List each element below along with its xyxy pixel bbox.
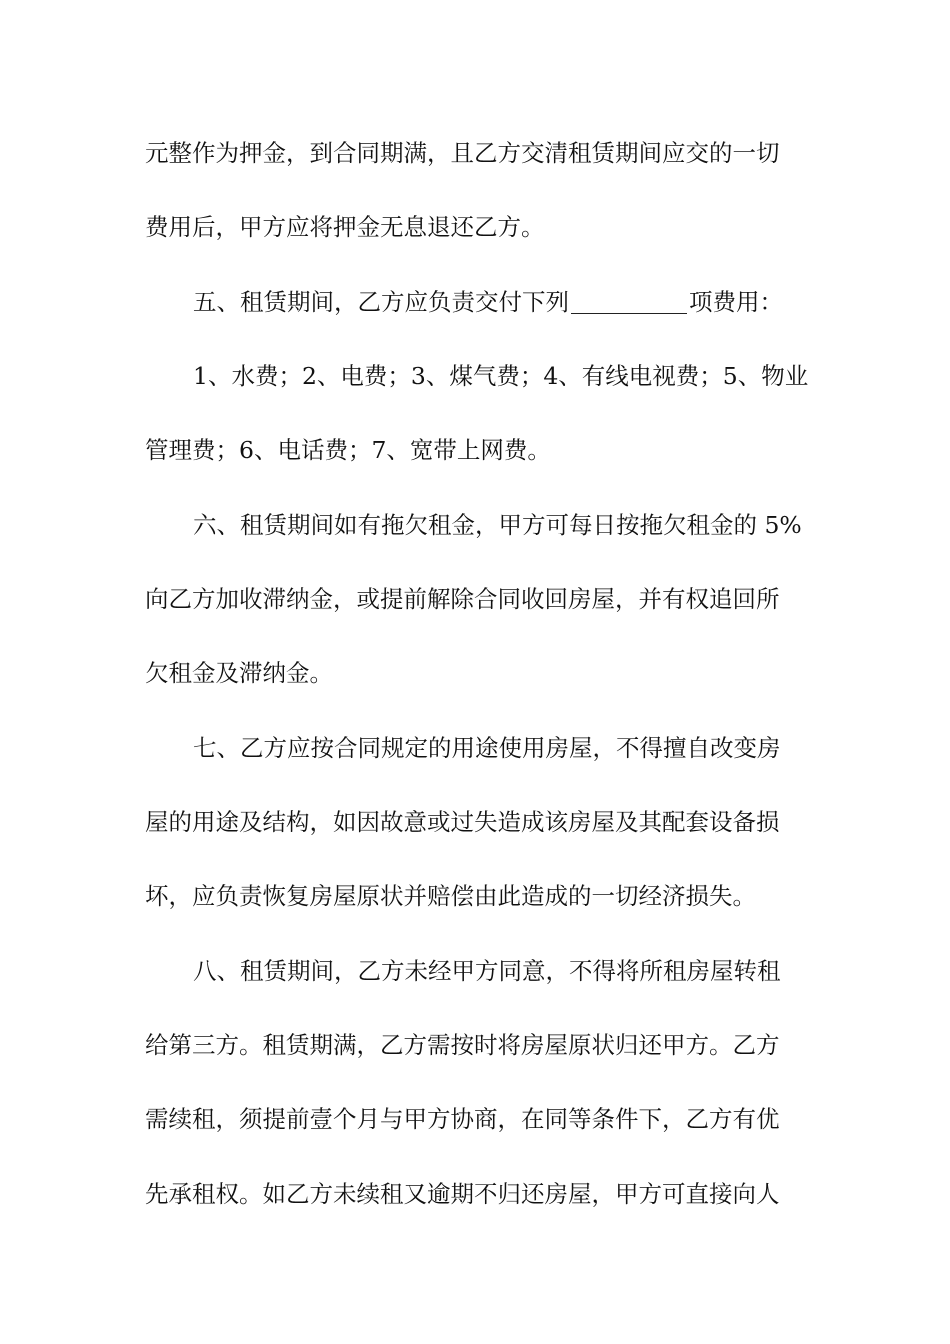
text-line: 六、租赁期间如有拖欠租金，甲方可每日按拖欠租金的 5% — [193, 511, 802, 539]
clause-5-text: 五、租赁期间，乙方应负责交付下列 — [193, 288, 569, 316]
text-line: 管理费；6、电话费；7、宽带上网费。 — [145, 436, 551, 464]
text-line: 坏，应负责恢复房屋原状并赔偿由此造成的一切经济损失。 — [145, 882, 756, 910]
text-line: 1、水费；2、电费；3、煤气费；4、有线电视费；5、物业 — [193, 362, 809, 390]
fill-in-blank[interactable] — [571, 287, 687, 314]
text-line: 给第三方。租赁期满，乙方需按时将房屋原状归还甲方。乙方 — [145, 1031, 780, 1059]
text-line — [193, 282, 873, 322]
text-line: 元整作为押金，到合同期满，且乙方交清租赁期间应交的一切 — [145, 139, 780, 167]
text-line: 屋的用途及结构，如因故意或过失造成该房屋及其配套设备损 — [145, 808, 780, 836]
text-line: 先承租权。如乙方未续租又逾期不归还房屋，甲方可直接向人 — [145, 1180, 780, 1208]
text-line: 七、乙方应按合同规定的用途使用房屋，不得擅自改变房 — [193, 734, 781, 762]
clause-5-text-end: 项费用： — [689, 288, 783, 316]
text-line: 欠租金及滞纳金。 — [145, 659, 333, 687]
text-line: 需续租，须提前壹个月与甲方协商，在同等条件下，乙方有优 — [145, 1105, 780, 1133]
text-line: 费用后，甲方应将押金无息退还乙方。 — [145, 213, 545, 241]
text-line: 八、租赁期间，乙方未经甲方同意，不得将所租房屋转租 — [193, 957, 781, 985]
text-line: 向乙方加收滞纳金，或提前解除合同收回房屋，并有权追回所 — [145, 585, 780, 613]
